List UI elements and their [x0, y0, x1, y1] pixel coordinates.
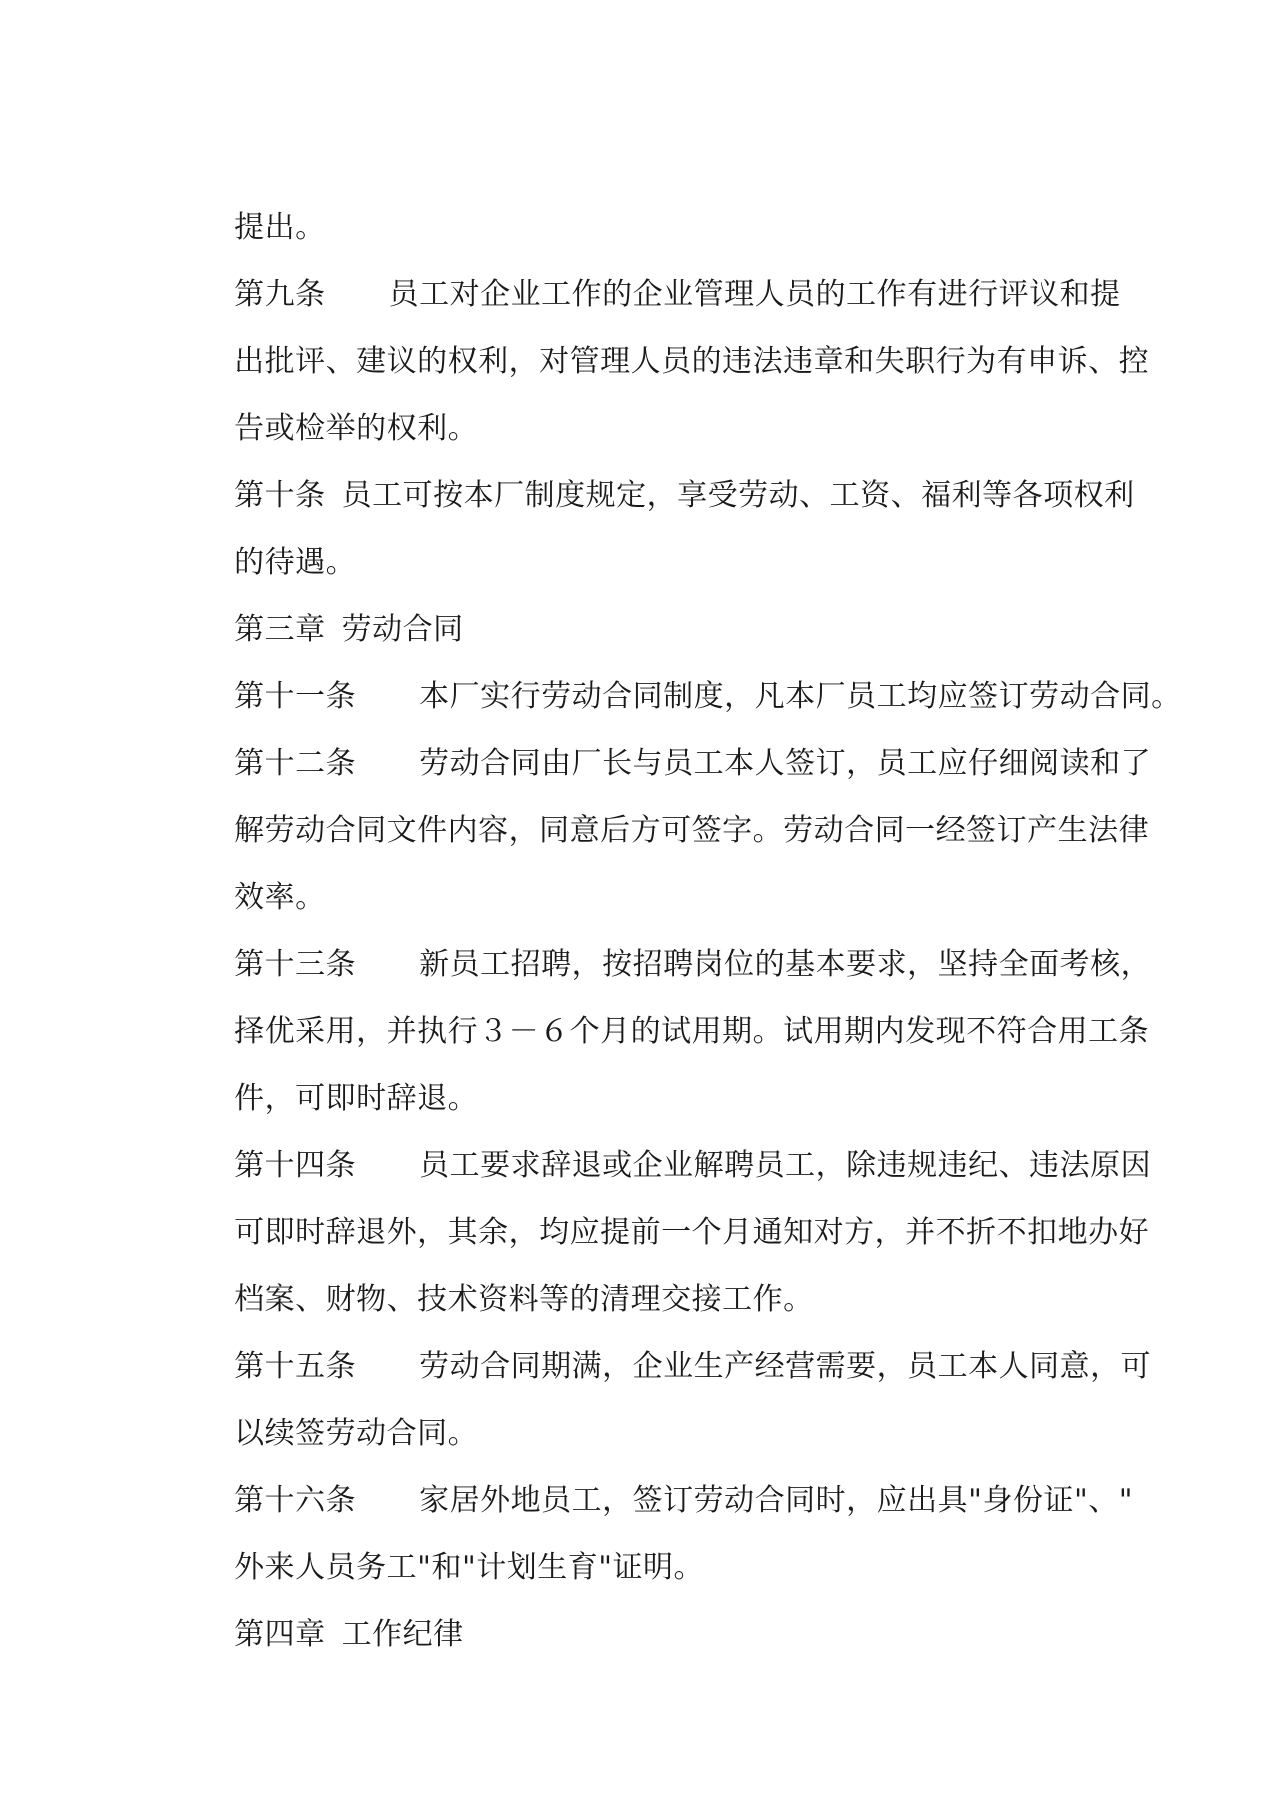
chapter-heading	[194, 1575, 464, 1652]
article-line	[194, 905, 1152, 982]
article-line	[194, 1441, 1134, 1518]
line-text: 件，可即时辞退。	[234, 1081, 479, 1116]
line-text: 可即时辞退外，其余，均应提前一个月通知对方，并不折不扣地办好	[234, 1215, 1150, 1250]
line-text: 出批评、建议的权利，对管理人员的违法违章和失职行为有申诉、控	[234, 344, 1150, 379]
text-line	[194, 1374, 479, 1451]
line-text: 效率。	[234, 880, 326, 915]
article-line	[194, 235, 1121, 312]
article-text: 员工对企业工作的企业管理人员的工作有进行评议和提	[388, 277, 1121, 312]
article-text: 新员工招聘，按招聘岗位的基本要求，坚持全面考核，	[419, 947, 1152, 982]
line-text: 提出。	[234, 210, 326, 245]
chapter-number: 第三章	[234, 612, 326, 647]
text-line	[194, 771, 1150, 848]
article-text: 员工要求辞退或企业解聘员工，除违规违纪、违法原因	[419, 1148, 1152, 1183]
line-text: 告或检举的权利。	[234, 411, 479, 446]
text-line	[194, 1039, 479, 1116]
article-text: 劳动合同由厂长与员工本人签订，员工应仔细阅读和了	[419, 746, 1152, 781]
article-number: 第十六条	[234, 1483, 357, 1518]
article-line	[194, 1106, 1152, 1183]
line-text: 档案、财物、技术资料等的清理交接工作。	[234, 1282, 814, 1317]
chapter-heading	[194, 570, 464, 647]
article-number: 第十条	[234, 478, 326, 513]
article-number: 第十三条	[234, 947, 357, 982]
text-line	[194, 972, 1150, 1049]
chapter-number: 第四章	[234, 1617, 326, 1652]
text-line	[194, 503, 357, 580]
article-text: 劳动合同期满，企业生产经营需要，员工本人同意，可	[419, 1349, 1152, 1384]
line-text: 择优采用，并执行３－６个月的试用期。试用期内发现不符合用工条	[234, 1014, 1150, 1049]
article-number: 第十二条	[234, 746, 357, 781]
text-line	[194, 369, 479, 446]
text-line	[194, 302, 1150, 379]
article-line	[194, 436, 1135, 513]
article-number: 第十一条	[234, 679, 357, 714]
line-text: 解劳动合同文件内容，同意后方可签字。劳动合同一经签订产生法律	[234, 813, 1150, 848]
article-line	[194, 637, 1182, 714]
line-text: 外来人员务工"和"计划生育"证明。	[234, 1550, 705, 1585]
chapter-title: 工作纪律	[341, 1617, 464, 1652]
article-text: 本厂实行劳动合同制度，凡本厂员工均应签订劳动合同。	[419, 679, 1182, 714]
line-text: 以续签劳动合同。	[234, 1416, 479, 1451]
text-line	[194, 168, 326, 245]
article-text: 员工可按本厂制度规定，享受劳动、工资、福利等各项权利	[341, 478, 1135, 513]
chapter-title: 劳动合同	[341, 612, 464, 647]
text-line	[194, 1508, 705, 1585]
article-number: 第十五条	[234, 1349, 357, 1384]
text-line	[194, 1240, 814, 1317]
article-number: 第十四条	[234, 1148, 357, 1183]
article-text: 家居外地员工，签订劳动合同时，应出具"身份证"、"	[419, 1483, 1134, 1518]
text-line	[194, 838, 326, 915]
line-text: 的待遇。	[234, 545, 357, 580]
article-line	[194, 704, 1152, 781]
text-line	[194, 1173, 1150, 1250]
article-number: 第九条	[234, 277, 326, 312]
article-line	[194, 1307, 1152, 1384]
